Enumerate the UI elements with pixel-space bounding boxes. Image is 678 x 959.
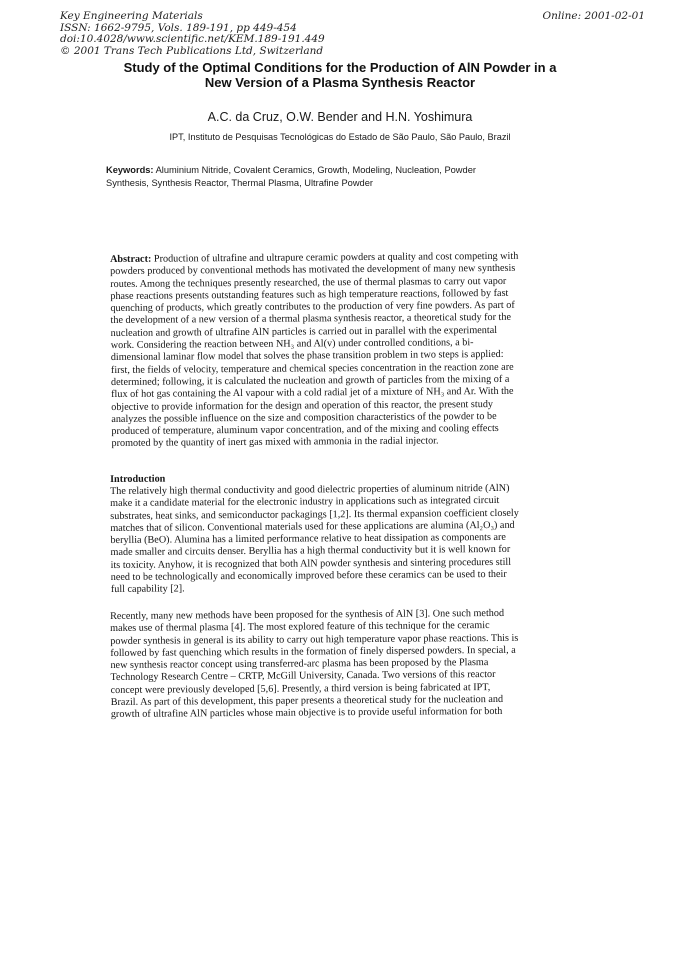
paragraph-line: powder synthesis in general is its ability to carry out high temperature vapor phase reactions. This is bbox=[110, 632, 519, 647]
paragraph-line: new synthesis reactor concept using transferred-arc plasma has been proposed by the Plasma bbox=[110, 657, 489, 672]
abstract-line: first, the fields of velocity, temperature and chemical species concentration in the reaction zone are bbox=[110, 361, 514, 376]
paragraph-line: full capability [2]. bbox=[110, 583, 185, 596]
abstract-line: determined; following, it is calculated the nucleation and growth of particles from the mixing of a bbox=[110, 373, 510, 388]
abstract-line: routes. Among the techniques presently researched, the use of thermal plasmas to carry out vapor bbox=[110, 275, 507, 290]
paper-title bbox=[80, 61, 600, 90]
paragraph-line: make it a candidate material for the electronic industry in applications such as integrated circuit bbox=[110, 495, 500, 510]
paragraph-line: beryllia (BeO). Alumina has a limited performance relative to heat dissipation as components are bbox=[110, 532, 506, 547]
paragraph-line: matches that of silicon. Conventional materials used for these applications are alumina (Al₂O₃) and bbox=[110, 519, 515, 534]
authors: A.C. da Cruz, O.W. Bender and H.N. Yoshimura bbox=[207, 110, 473, 124]
abstract-line: flux of hot gas containing the Al vapour with a cold radial jet of a mixture of NH₃ and Ar. With the bbox=[111, 386, 514, 401]
paragraph-line: substrates, heat sinks, and semiconductor packagings [1,2]. Its thermal expansion coefficient closely bbox=[110, 507, 519, 522]
keywords-label: Keywords: bbox=[106, 165, 154, 175]
abstract-line: work. Considering the reaction between NH₃ and Al(v) under controlled conditions, a bi- bbox=[110, 337, 474, 352]
issn-line: ISSN: 1662-9795, Vols. 189-191, pp 449-454 bbox=[60, 21, 297, 34]
paragraph-line: Recently, many new methods have been proposed for the synthesis of AlN [3]. One such method bbox=[110, 607, 505, 622]
paragraph-line: concept were previously developed [5,6]. Presently, a third version is being fabricated at IPT, bbox=[110, 681, 491, 696]
paragraph-line: The relatively high thermal conductivity and good dielectric properties of aluminum nitride (AlN) bbox=[110, 482, 510, 497]
keywords bbox=[106, 164, 526, 189]
title-line-2: New Version of a Plasma Synthesis Reactor bbox=[204, 74, 476, 90]
online-date: Online: 2001-02-01 bbox=[542, 10, 645, 22]
copyright-line: © 2001 Trans Tech Publications Ltd, Switzerland bbox=[60, 44, 324, 57]
paragraph-line: Brazil. As part of this development, this paper presents a theoretical study for the nucleation and bbox=[110, 693, 504, 709]
abstract-line: promoted by the quantity of inert gas mixed with ammonia in the radial injector. bbox=[111, 435, 439, 450]
abstract-line: analyzes the possible influence on the size and composition characteristics of the powder to be bbox=[111, 410, 497, 425]
paragraph-line: made smaller and circuits denser. Beryllia has a high thermal conductivity but it is well known for bbox=[110, 544, 511, 559]
paragraph-line: need to be technologically and economically improved before these ceramics can be used to their bbox=[110, 568, 507, 584]
paragraph-line: followed by fast quenching which results in the formation of finely dispersed powders. In special, a bbox=[110, 644, 516, 659]
doi-line: doi:10.4028/www.scientific.net/KEM.189-191.449 bbox=[60, 33, 325, 45]
introduction-heading: Introduction bbox=[110, 473, 166, 485]
abstract-line: quenching of products, which greatly contributes to the production of very fine powders. As part of bbox=[110, 300, 515, 315]
paragraph-line: its toxicity. Anyhow, it is recognized that both AlN powder synthesis and sintering procedures still bbox=[110, 556, 512, 571]
paragraph-line: Technology Research Centre – CRTP, McGill University, Canada. Two versions of this reactor bbox=[110, 669, 496, 684]
journal-name: Key Engineering Materials bbox=[60, 10, 203, 22]
keywords-line-2: Synthesis, Synthesis Reactor, Thermal Plasma, Ultrafine Powder bbox=[106, 177, 373, 188]
paragraph-line: growth of ultrafine AlN particles whose main objective is to provide useful information for both bbox=[110, 706, 503, 721]
abstract-line: produced of temperature, aluminum vapor concentration, and of the mixing and cooling effects bbox=[111, 423, 499, 438]
affiliation: IPT, Instituto de Pesquisas Tecnológicas do Estado de São Paulo, São Paulo, Brazil bbox=[169, 132, 511, 142]
abstract-label: Abstract: bbox=[110, 253, 152, 265]
abstract bbox=[110, 250, 558, 450]
keywords-line-1: Aluminium Nitride, Covalent Ceramics, Growth, Modeling, Nucleation, Powder bbox=[155, 165, 476, 175]
abstract-line: phase reactions presents outstanding features such as high temperature reactions, followed by fast bbox=[110, 287, 509, 302]
abstract-line: dimensional laminar flow model that solves the phase transition problem in two steps is applied: bbox=[110, 349, 504, 364]
title-line-1: Study of the Optimal Conditions for the Production of AlN Powder in a bbox=[123, 60, 557, 75]
abstract-line: nucleation and growth of ultrafine AlN particles is carried out in parallel with the experimental bbox=[110, 324, 498, 339]
abstract-line: powders produced by conventional methods has motivated the development of many new synthesis bbox=[110, 263, 516, 278]
introduction-paragraph-1 bbox=[110, 482, 557, 596]
paragraph-line: makes use of thermal plasma [4]. The most explored feature of this technique for the ceramic bbox=[110, 620, 490, 635]
abstract-line: Production of ultrafine and ultrapure ceramic powders at quality and cost competing with bbox=[153, 250, 519, 265]
introduction-paragraph-2 bbox=[110, 607, 557, 721]
abstract-line: objective to provide information for the design and operation of this reactor, the present study bbox=[111, 398, 494, 413]
abstract-line: the development of a new version of a thermal plasma synthesis reactor, a theoretical study for the bbox=[110, 312, 512, 327]
journal-header bbox=[60, 11, 325, 57]
